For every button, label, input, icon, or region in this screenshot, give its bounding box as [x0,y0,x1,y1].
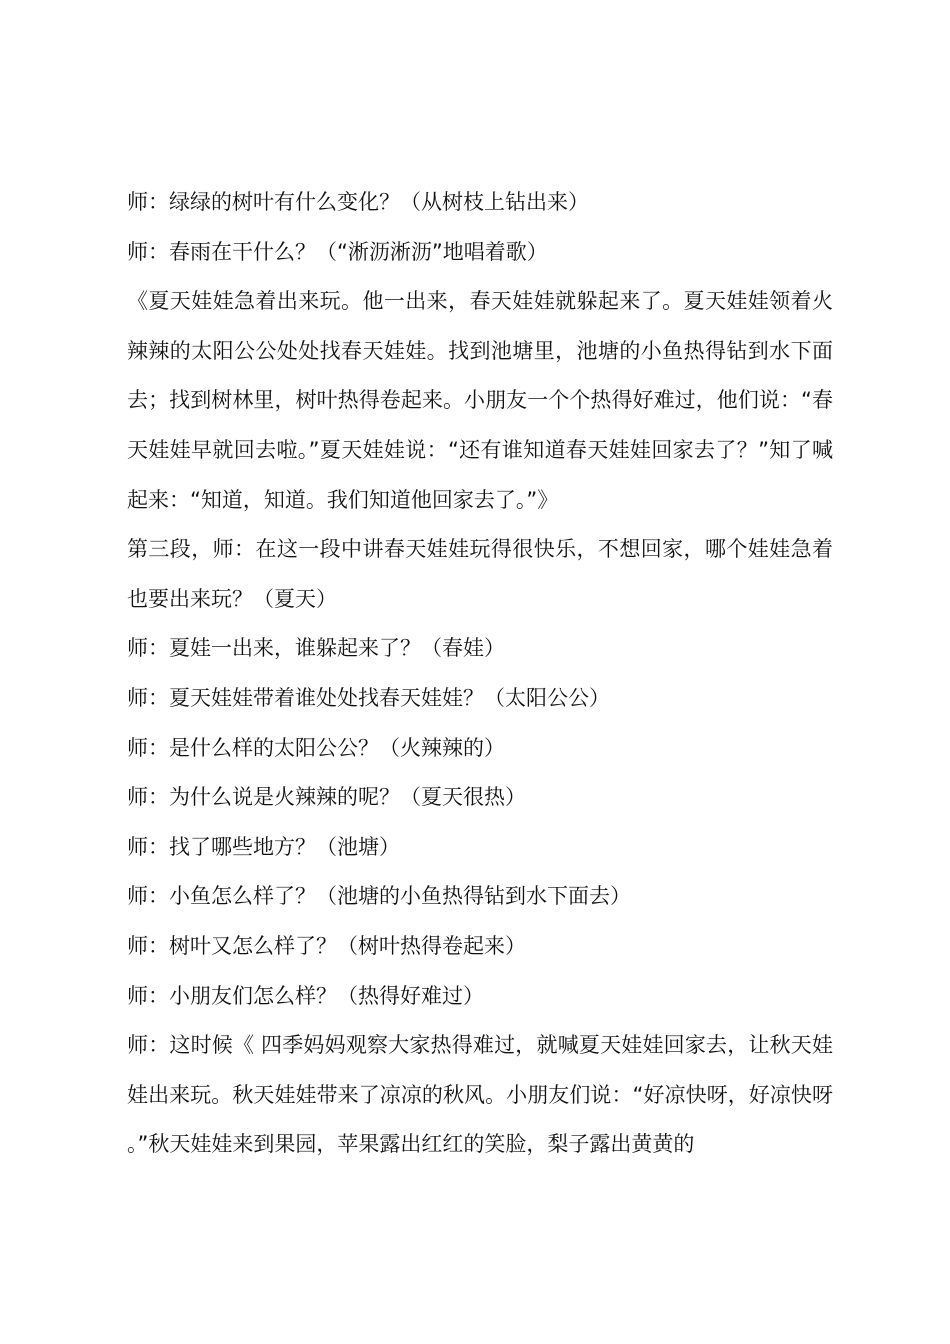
document-page [127,178,833,1170]
paragraph-13: 师：这时候《 四季妈妈观察大家热得难过，就喊夏天娃娃回家去，让秋天娃娃出来玩。秋天娃娃带来了凉凉的秋风。小朋友们说：“好凉快呀，好凉快呀。”秋天娃娃来到果园，苹果露出红红的笑脸，梨子露出黄黄的 [127,1033,833,1157]
paragraph-1: 师：绿绿的树叶有什么变化？（从树枝上钻出来） [127,190,589,214]
paragraph-10: 师：小鱼怎么样了？（池塘的小鱼热得钻到水下面去） [127,884,631,909]
paragraph-12: 师：小朋友们怎么样？（热得好难过） [127,983,484,1008]
paragraph-4: 第三段，师：在这一段中讲春天娃娃玩得很快乐，不想回家，哪个娃娃急着也要出来玩？（夏天） [127,537,833,611]
paragraph-8: 师：为什么说是火辣辣的呢？（夏天很热） [127,785,526,810]
paragraph-5: 师：夏娃一出来，谁躲起来了？（春娃） [127,636,505,661]
paragraph-6: 师：夏天娃娃带着谁处处找春天娃娃？（太阳公公） [127,685,610,710]
paragraph-9: 师：找了哪些地方？（池塘） [127,834,400,859]
paragraph-2: 师：春雨在干什么？（“淅沥淅沥”地唱着歌） [127,239,548,264]
paragraph-11: 师：树叶又怎么样了？（树叶热得卷起来） [127,933,526,958]
paragraph-3: 《夏天娃娃急着出来玩。他一出来，春天娃娃就躲起来了。夏天娃娃领着火辣辣的太阳公公处处找春天娃娃。找到池塘里，池塘的小鱼热得钻到水下面去；找到树林里，树叶热得卷起来。小朋友一个个热得好难过，他们说：“春天娃娃早就回去啦。”夏天娃娃说：“还有谁知道春天娃娃回家去了？”知了喊起来：“知道，知道。我们知道他回家去了。”》 [127,289,833,512]
paragraph-7: 师：是什么样的太阳公公？（火辣辣的） [127,735,505,760]
